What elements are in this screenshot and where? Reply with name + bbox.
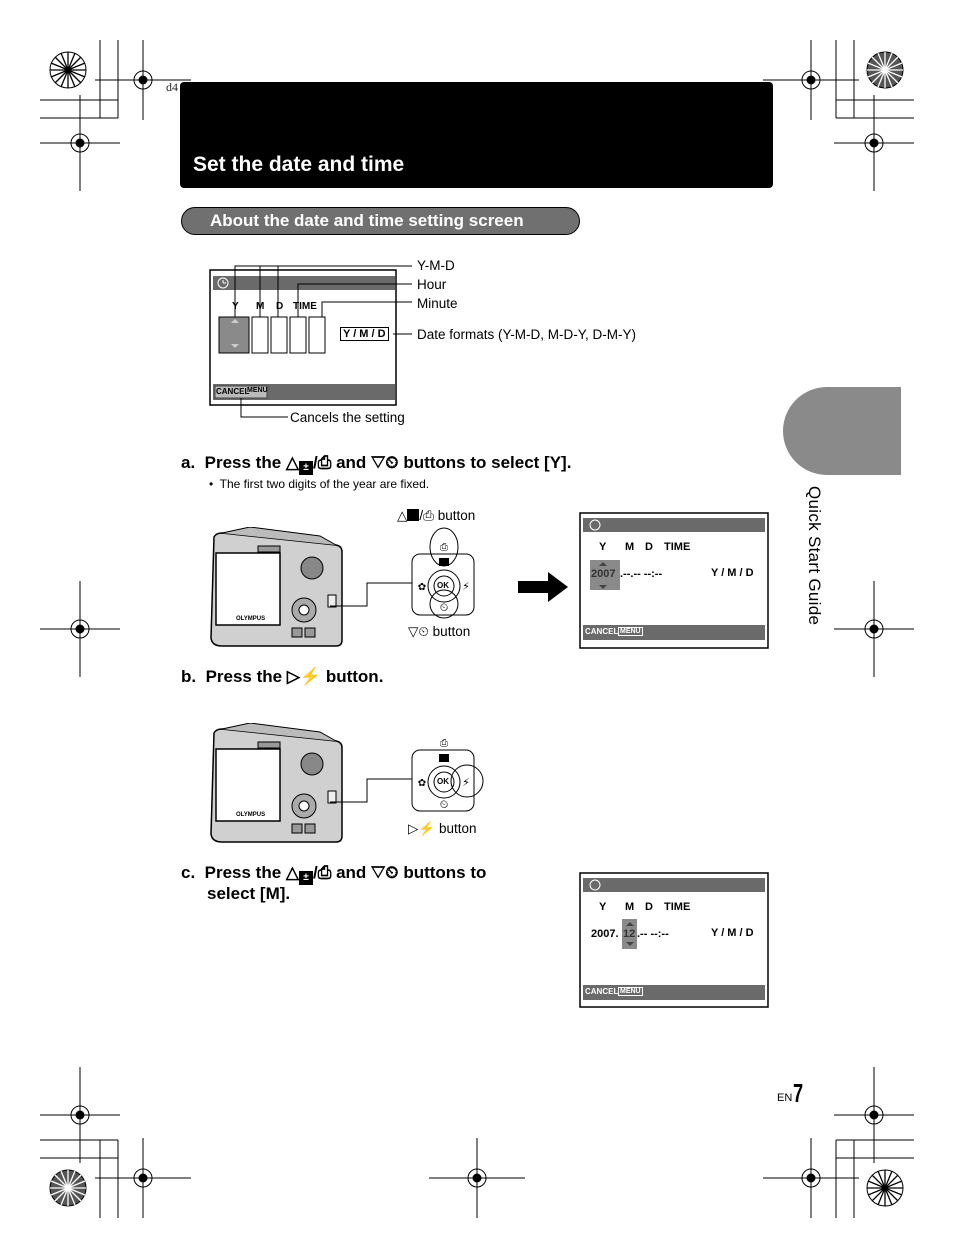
diagram-header-d: D bbox=[276, 301, 284, 312]
camera-brand-b: OLYMPUS bbox=[236, 812, 266, 818]
step-b-letter: b. bbox=[181, 667, 197, 686]
right-button-caption: ▷⚡ button bbox=[408, 821, 477, 836]
step-c-and: and bbox=[336, 863, 367, 882]
step-c-line2: select [M]. bbox=[207, 884, 291, 903]
step-c-suffix: buttons to bbox=[403, 863, 487, 882]
section-heading: About the date and time setting screen bbox=[210, 211, 524, 230]
side-tab bbox=[783, 387, 901, 475]
down-button-caption: ▽⏲ button bbox=[408, 624, 471, 639]
right-button-caption-text: button bbox=[438, 821, 477, 836]
lcd-c-rest: .-- --:-- bbox=[637, 928, 669, 940]
lcd-a-year: 2007 bbox=[591, 568, 616, 580]
up-button-caption: △ /⎙ button bbox=[397, 508, 476, 523]
svg-text:⚡: ⚡ bbox=[462, 776, 470, 789]
callout-date-formats: Date formats (Y-M-D, M-D-Y, D-M-Y) bbox=[417, 327, 637, 342]
callout-minute: Minute bbox=[417, 296, 458, 311]
lcd-a-menu: MENU bbox=[620, 628, 641, 635]
down-button-caption-text: button bbox=[432, 624, 471, 639]
diagram-menu-label: MENU bbox=[247, 387, 268, 394]
document-id: d4 bbox=[166, 80, 178, 94]
lcd-c-year: 2007. bbox=[591, 928, 619, 940]
down-timer-icon-c: ▽⏲ bbox=[371, 863, 399, 882]
arrow-right-icon bbox=[516, 570, 572, 604]
down-timer-icon: ▽⏲ bbox=[371, 453, 399, 472]
step-a-and: and bbox=[336, 453, 367, 472]
lcd-a-header-d: D bbox=[645, 541, 653, 553]
step-b-prefix: Press the bbox=[205, 667, 283, 686]
step-a-prefix: Press the bbox=[204, 453, 282, 472]
side-tab-label: Quick Start Guide bbox=[805, 486, 824, 626]
lcd-a-header-y: Y bbox=[599, 541, 607, 553]
right-flash-icon: ▷⚡ bbox=[286, 667, 322, 686]
lcd-c-header-time: TIME bbox=[664, 901, 691, 913]
callout-cancels: Cancels the setting bbox=[290, 410, 405, 425]
svg-text:✿: ✿ bbox=[417, 778, 427, 789]
step-a-note-text: The first two digits of the year are fixed. bbox=[219, 477, 430, 491]
step-a-instruction bbox=[181, 453, 571, 475]
svg-text:⏲: ⏲ bbox=[439, 601, 449, 614]
lcd-a-format: Y / M / D bbox=[711, 567, 754, 579]
svg-text:⚡: ⚡ bbox=[462, 580, 470, 593]
lcd-c-month: 12 bbox=[623, 928, 636, 940]
svg-text:✿: ✿ bbox=[417, 582, 427, 593]
step-b-instruction bbox=[181, 667, 383, 687]
svg-text:⎙: ⎙ bbox=[440, 542, 448, 553]
step-a-letter: a. bbox=[181, 453, 196, 472]
camera-back-illustration-b bbox=[205, 723, 350, 848]
step-a-suffix: buttons to select [Y]. bbox=[403, 453, 572, 472]
diagram-format-value: Y / M / D bbox=[340, 327, 389, 341]
diagram-header-m: M bbox=[256, 301, 265, 312]
camera-brand: OLYMPUS bbox=[236, 616, 266, 622]
step-c-letter: c. bbox=[181, 863, 196, 882]
lcd-a-header-m: M bbox=[625, 541, 635, 553]
page-number: 7 bbox=[793, 1078, 804, 1108]
lcd-c-header-d: D bbox=[645, 901, 653, 913]
step-b-suffix: button. bbox=[325, 667, 384, 686]
ok-button-label: OK bbox=[437, 581, 449, 590]
up-button-caption-text: button bbox=[437, 508, 476, 523]
camera-back-illustration bbox=[205, 527, 350, 652]
svg-text:⎙: ⎙ bbox=[440, 738, 448, 749]
lcd-c-header-m: M bbox=[625, 901, 635, 913]
lcd-c-cancel: CANCEL bbox=[585, 987, 619, 996]
page-title: Set the date and time bbox=[193, 153, 405, 176]
up-exposure-print-icon-c: △ ± /⎙ bbox=[285, 863, 332, 883]
step-c-prefix: Press the bbox=[204, 863, 282, 882]
lcd-c-header-y: Y bbox=[599, 901, 607, 913]
lcd-c-menu: MENU bbox=[620, 988, 641, 995]
svg-text:⏲: ⏲ bbox=[439, 798, 449, 811]
ok-button-label-b: OK bbox=[437, 777, 449, 786]
up-exposure-print-icon: △ ± /⎙ bbox=[285, 453, 332, 473]
lcd-a-header-time: TIME bbox=[664, 541, 691, 553]
diagram-cancel-label: CANCEL bbox=[216, 387, 250, 396]
step-c-instruction bbox=[181, 863, 486, 885]
page-language: EN bbox=[777, 1092, 793, 1104]
lcd-a-cancel: CANCEL bbox=[585, 627, 619, 636]
lcd-a-rest: .--.-- --:-- bbox=[620, 568, 663, 580]
step-a-note: • The first two digits of the year are fixed. bbox=[209, 477, 430, 491]
diagram-header-y: Y bbox=[232, 301, 239, 312]
direction-pad-a bbox=[405, 527, 483, 619]
callout-hour: Hour bbox=[417, 277, 447, 292]
lcd-c-format: Y / M / D bbox=[711, 927, 754, 939]
direction-pad-b bbox=[405, 733, 487, 815]
diagram-header-time: TIME bbox=[293, 301, 317, 312]
callout-ymd: Y-M-D bbox=[417, 258, 455, 273]
